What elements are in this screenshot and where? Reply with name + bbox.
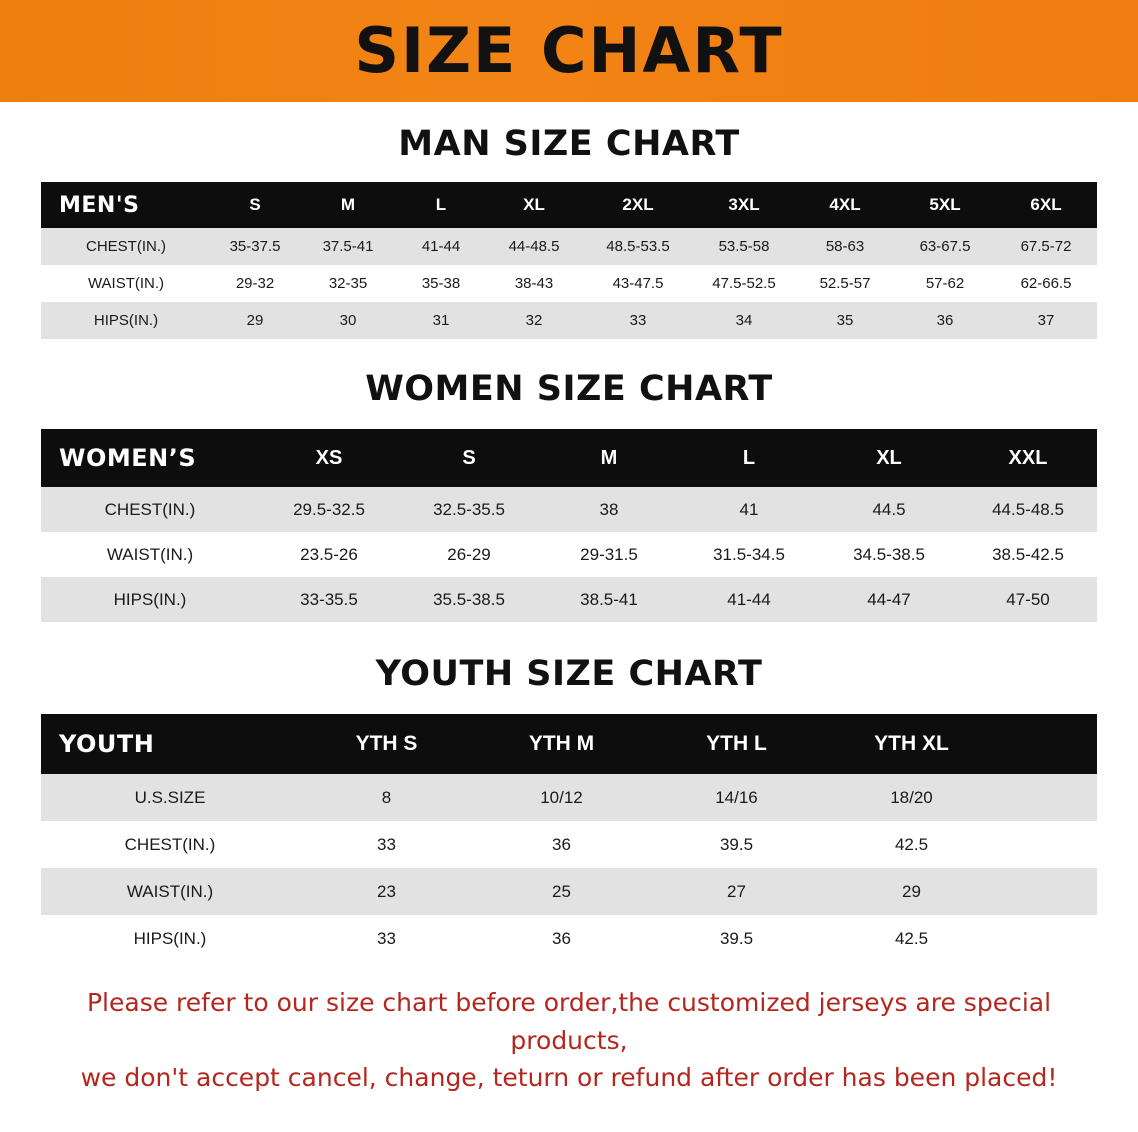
youth-col-header: YTH L xyxy=(706,732,767,755)
youth-cell: 33 xyxy=(377,928,396,948)
man-cell: 53.5-58 xyxy=(718,238,770,255)
page-title: SIZE CHART xyxy=(354,14,784,87)
women-cell: 32.5-35.5 xyxy=(433,499,505,519)
women-cell: 41-44 xyxy=(727,589,771,609)
man-cell: 34 xyxy=(735,312,753,329)
youth-col-header: YTH S xyxy=(355,732,418,755)
youth-cell: 36 xyxy=(552,834,571,854)
man-cell: 35-37.5 xyxy=(229,238,281,255)
order-policy-note xyxy=(41,984,1097,1097)
table-row xyxy=(41,577,1097,622)
women-row-label: CHEST(IN.) xyxy=(104,499,196,519)
youth-row-label: HIPS(IN.) xyxy=(133,928,207,948)
man-row-label: CHEST(IN.) xyxy=(86,238,166,255)
youth-cell: 33 xyxy=(377,834,396,854)
man-cell: 48.5-53.5 xyxy=(606,238,670,255)
women-col-header: M xyxy=(600,446,618,469)
man-size-table xyxy=(41,182,1097,339)
youth-cell-spacer xyxy=(999,821,1097,868)
women-row-label: HIPS(IN.) xyxy=(113,589,187,609)
women-col-header: XS xyxy=(315,446,343,469)
women-col-header: S xyxy=(462,446,476,469)
youth-row-label: CHEST(IN.) xyxy=(124,834,216,854)
youth-cell: 39.5 xyxy=(719,928,754,948)
banner xyxy=(0,0,1138,102)
man-cell: 31 xyxy=(432,312,450,329)
table-row xyxy=(41,532,1097,577)
youth-cell: 29 xyxy=(902,881,921,901)
youth-section-title: YOUTH SIZE CHART xyxy=(375,654,763,694)
youth-cell-spacer xyxy=(999,774,1097,821)
man-section-title: MAN SIZE CHART xyxy=(398,124,740,164)
man-cell: 36 xyxy=(936,312,954,329)
youth-cell: 42.5 xyxy=(894,928,929,948)
man-cell: 67.5-72 xyxy=(1020,238,1072,255)
women-col-header: XL xyxy=(876,446,902,469)
table-row xyxy=(41,821,1097,868)
man-cell: 29 xyxy=(246,312,264,329)
women-cell: 44.5 xyxy=(872,499,906,519)
women-cell: 38 xyxy=(599,499,619,519)
women-section-title: WOMEN SIZE CHART xyxy=(365,369,773,409)
youth-cell: 42.5 xyxy=(894,834,929,854)
women-corner-label: WOMEN’S xyxy=(59,444,197,472)
table-row xyxy=(41,302,1097,339)
man-cell: 35-38 xyxy=(421,275,461,292)
youth-cell: 8 xyxy=(381,787,392,807)
women-cell: 38.5-42.5 xyxy=(992,544,1064,564)
women-size-table-wrap xyxy=(41,429,1097,622)
youth-cell: 27 xyxy=(727,881,746,901)
table-row xyxy=(41,774,1097,821)
women-cell: 26-29 xyxy=(447,544,491,564)
man-cell: 58-63 xyxy=(825,238,865,255)
women-cell: 29-31.5 xyxy=(580,544,638,564)
man-row-label: WAIST(IN.) xyxy=(87,275,165,292)
table-row xyxy=(41,868,1097,915)
youth-table-header-row xyxy=(41,714,1097,774)
women-col-header: L xyxy=(742,446,756,469)
man-col-header: L xyxy=(435,195,447,214)
man-cell: 32-35 xyxy=(328,275,368,292)
women-cell: 35.5-38.5 xyxy=(433,589,505,609)
youth-size-table xyxy=(41,714,1097,962)
table-row xyxy=(41,915,1097,962)
youth-row-label: WAIST(IN.) xyxy=(126,881,214,901)
man-cell: 41-44 xyxy=(421,238,461,255)
table-row xyxy=(41,487,1097,532)
man-cell: 44-48.5 xyxy=(508,238,560,255)
youth-cell: 23 xyxy=(377,881,396,901)
man-cell: 52.5-57 xyxy=(819,275,871,292)
man-cell: 32 xyxy=(525,312,543,329)
man-size-table-wrap xyxy=(41,182,1097,339)
women-cell: 44.5-48.5 xyxy=(992,499,1064,519)
man-table-header-row xyxy=(41,182,1097,228)
youth-cell: 36 xyxy=(552,928,571,948)
women-cell: 47-50 xyxy=(1006,589,1050,609)
man-cell: 35 xyxy=(836,312,854,329)
women-table-header-row xyxy=(41,429,1097,487)
youth-cell-spacer xyxy=(999,868,1097,915)
man-col-header: 4XL xyxy=(829,195,861,214)
note-line-1: Please refer to our size chart before order,the customized jerseys are special products, xyxy=(86,988,1052,1055)
women-cell: 44-47 xyxy=(867,589,911,609)
man-col-header: 5XL xyxy=(929,195,961,214)
man-col-header: 6XL xyxy=(1030,195,1062,214)
youth-cell: 10/12 xyxy=(540,787,583,807)
man-cell: 29-32 xyxy=(235,275,275,292)
youth-col-header: YTH XL xyxy=(874,732,949,755)
youth-cell: 14/16 xyxy=(715,787,758,807)
man-cell: 38-43 xyxy=(514,275,554,292)
youth-cell: 39.5 xyxy=(719,834,754,854)
women-size-table xyxy=(41,429,1097,622)
man-col-header: M xyxy=(340,195,356,214)
women-cell: 29.5-32.5 xyxy=(293,499,365,519)
women-cell: 31.5-34.5 xyxy=(713,544,785,564)
youth-cell: 25 xyxy=(552,881,571,901)
women-cell: 33-35.5 xyxy=(300,589,358,609)
man-col-header: XL xyxy=(523,195,545,214)
women-cell: 38.5-41 xyxy=(580,589,638,609)
man-col-header: 2XL xyxy=(622,195,654,214)
man-cell: 33 xyxy=(629,312,647,329)
man-cell: 63-67.5 xyxy=(919,238,971,255)
man-cell: 37 xyxy=(1037,312,1055,329)
man-col-header: S xyxy=(249,195,261,214)
women-row-label: WAIST(IN.) xyxy=(106,544,194,564)
note-line-2: we don't accept cancel, change, teturn or refund after order has been placed! xyxy=(80,1063,1058,1092)
man-cell: 30 xyxy=(339,312,357,329)
women-cell: 23.5-26 xyxy=(300,544,358,564)
women-cell: 34.5-38.5 xyxy=(853,544,925,564)
man-col-header: 3XL xyxy=(728,195,760,214)
youth-col-header: YTH M xyxy=(528,732,595,755)
youth-header-spacer xyxy=(999,714,1097,774)
man-cell: 57-62 xyxy=(925,275,965,292)
women-cell: 41 xyxy=(739,499,759,519)
youth-row-label: U.S.SIZE xyxy=(134,787,206,807)
man-corner-label: MEN'S xyxy=(59,192,140,218)
youth-cell-spacer xyxy=(999,915,1097,962)
youth-cell: 18/20 xyxy=(890,787,933,807)
women-col-header: XXL xyxy=(1008,446,1048,469)
man-cell: 43-47.5 xyxy=(612,275,664,292)
youth-size-table-wrap xyxy=(41,714,1097,962)
man-cell: 37.5-41 xyxy=(322,238,374,255)
man-row-label: HIPS(IN.) xyxy=(93,312,159,329)
man-cell: 62-66.5 xyxy=(1020,275,1072,292)
table-row xyxy=(41,228,1097,265)
man-cell: 47.5-52.5 xyxy=(712,275,776,292)
table-row xyxy=(41,265,1097,302)
youth-corner-label: YOUTH xyxy=(59,730,155,758)
